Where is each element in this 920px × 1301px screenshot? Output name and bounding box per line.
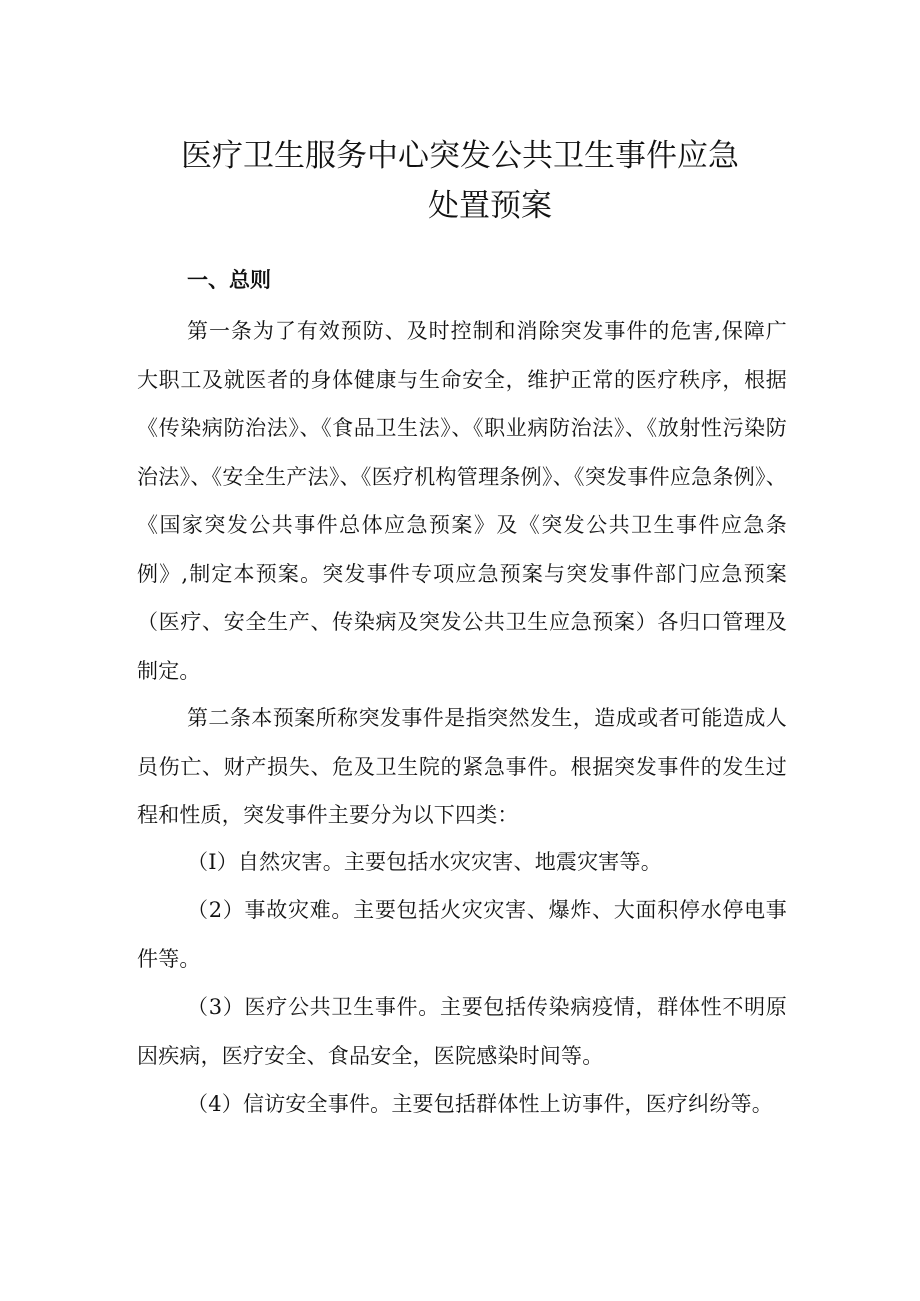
document-title-line-1: 医疗卫生服务中心突发公共卫生事件应急 (181, 138, 739, 174)
list-item-petition-security-event: （4）信访安全事件。主要包括群体性上访事件，医疗纠纷等。 (187, 1092, 773, 1116)
section-heading-general: 一、总则 (187, 268, 271, 292)
list-item-accident-disaster: （2）事故灾难。主要包括火灾灾害、爆炸、大面积停水停电事件等。 (137, 898, 787, 971)
paragraph-article-1: 第一条为了有效预防、及时控制和消除突发事件的危害,保障广大职工及就医者的身体健康与生命安全，维护正常的医疗秩序，根据《传染病防治法》、《食品卫生法》、《职业病防治法》、《放射性污染防治法》、《安全生产法》、《医疗机构管理条例》、《突发事件应急条例》、《国家突发公共事件总体应急预案》及《突发公共卫生事件应急条例》,制定本预案。突发事件专项应急预案与突发事件部门应急预案（医疗、安全生产、传染病及突发公共卫生应急预案）各归口管理及制定。 (137, 319, 787, 683)
document-title-line-2: 处置预案 (428, 188, 552, 224)
list-item-public-health-event: （3）医疗公共卫生事件。主要包括传染病疫情，群体性不明原因疾病，医疗安全、食品安全，医院感染时间等。 (137, 995, 787, 1068)
paragraph-article-2: 第二条本预案所称突发事件是指突然发生，造成或者可能造成人员伤亡、财产损失、危及卫生院的紧急事件。根据突发事件的发生过程和性质，突发事件主要分为以下四类： (137, 706, 787, 827)
list-item-natural-disaster: （I）自然灾害。主要包括水灾灾害、地震灾害等。 (187, 850, 662, 874)
